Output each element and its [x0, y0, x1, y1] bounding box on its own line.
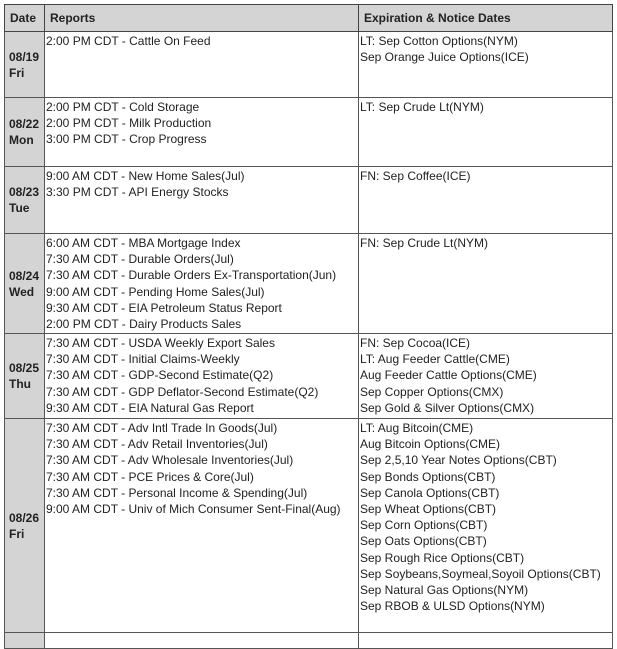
- reports-cell: [45, 419, 359, 633]
- expiration-item: FN: Sep Cocoa(ICE): [360, 336, 471, 350]
- expiration-item: Sep Natural Gas Options(NYM): [360, 583, 529, 598]
- table-row: [5, 167, 613, 234]
- report-item: 2:00 PM CDT - Cold Storage: [46, 100, 200, 114]
- header-date: Date: [5, 5, 45, 32]
- expiration-item: LT: Sep Cotton Options(NYM): [360, 34, 518, 48]
- table-row: [5, 419, 613, 633]
- report-item: 9:00 AM CDT - Univ of Mich Consumer Sent-Final(Aug): [46, 502, 341, 517]
- report-item: 2:00 PM CDT - Dairy Products Sales: [46, 317, 242, 332]
- date-cell: [5, 419, 45, 633]
- report-item: 7:30 AM CDT - Adv Retail Inventories(Jul): [46, 437, 268, 452]
- day-of-week: Thu: [9, 377, 31, 391]
- report-item: 7:30 AM CDT - Initial Claims-Weekly: [46, 352, 240, 367]
- report-item: 7:30 AM CDT - Adv Wholesale Inventories(Jul): [46, 453, 294, 468]
- expiration-item: Sep Corn Options(CBT): [360, 518, 488, 533]
- expiration-item: Sep Rough Rice Options(CBT): [360, 550, 525, 565]
- date-value: 08/19: [9, 49, 40, 64]
- expiration-item: Sep Soybeans,Soymeal,Soyoil Options(CBT): [360, 566, 601, 581]
- report-item: 9:00 AM CDT - Pending Home Sales(Jul): [46, 284, 265, 299]
- expirations-cell: [359, 419, 613, 633]
- table-row-partial: [5, 633, 613, 649]
- date-cell: [5, 334, 45, 419]
- report-item: 7:30 AM CDT - Personal Income & Spending(Jul): [46, 485, 308, 500]
- expiration-item: Sep Copper Options(CMX): [360, 384, 504, 399]
- date-cell: [5, 633, 45, 649]
- day-of-week: Fri: [9, 526, 25, 541]
- day-of-week: Tue: [9, 201, 30, 215]
- reports-cell: [45, 167, 359, 234]
- report-item: 7:30 AM CDT - Durable Orders Ex-Transportation(Jun): [46, 268, 337, 283]
- expiration-item: FN: Sep Crude Lt(NYM): [360, 236, 489, 250]
- report-item: 9:00 AM CDT - New Home Sales(Jul): [46, 169, 245, 183]
- report-item: 7:30 AM CDT - PCE Prices & Core(Jul): [46, 469, 254, 484]
- report-item: 7:30 AM CDT - GDP Deflator-Second Estimate(Q2): [46, 384, 319, 399]
- expirations-cell: [359, 167, 613, 234]
- expiration-item: LT: Sep Crude Lt(NYM): [360, 100, 484, 114]
- date-value: 08/23: [9, 185, 40, 199]
- table-row: [5, 234, 613, 334]
- report-item: 7:30 AM CDT - Durable Orders(Jul): [46, 252, 234, 267]
- date-value: 08/24: [9, 268, 40, 283]
- report-item: 3:00 PM CDT - Crop Progress: [46, 132, 207, 147]
- table-row: [5, 334, 613, 419]
- report-item: 9:30 AM CDT - EIA Petroleum Status Report: [46, 300, 282, 315]
- expirations-cell: [359, 234, 613, 334]
- date-value: 08/22: [9, 117, 40, 131]
- expiration-item: Sep Orange Juice Options(ICE): [360, 50, 529, 65]
- report-item: 2:00 PM CDT - Milk Production: [46, 116, 212, 131]
- reports-cell: [45, 234, 359, 334]
- report-item: 6:00 AM CDT - MBA Mortgage Index: [46, 236, 241, 250]
- expiration-item: Sep Canola Options(CBT): [360, 485, 500, 500]
- expirations-cell: [359, 98, 613, 167]
- header-row: [5, 5, 613, 32]
- date-cell: [5, 234, 45, 334]
- expirations-cell: [359, 633, 613, 649]
- expirations-cell: [359, 32, 613, 98]
- day-of-week: Wed: [9, 284, 35, 299]
- expiration-item: Sep Oats Options(CBT): [360, 534, 487, 549]
- date-cell: [5, 167, 45, 234]
- economic-calendar-table: [4, 4, 613, 649]
- expiration-item: Sep 2,5,10 Year Notes Options(CBT): [360, 453, 557, 468]
- date-cell: [5, 98, 45, 167]
- report-item: 3:30 PM CDT - API Energy Stocks: [46, 185, 229, 200]
- report-item: 9:30 AM CDT - EIA Natural Gas Report: [46, 400, 254, 415]
- expiration-item: Aug Bitcoin Options(CME): [360, 437, 501, 452]
- reports-cell: [45, 633, 359, 649]
- expiration-item: Sep Bonds Options(CBT): [360, 469, 496, 484]
- date-cell: [5, 32, 45, 98]
- reports-cell: [45, 98, 359, 167]
- reports-cell: [45, 334, 359, 419]
- reports-cell: [45, 32, 359, 98]
- expirations-cell: [359, 334, 613, 419]
- day-of-week: Fri: [9, 65, 25, 80]
- date-value: 08/26: [9, 510, 40, 525]
- date-value: 08/25: [9, 361, 40, 375]
- expiration-item: LT: Aug Feeder Cattle(CME): [360, 352, 510, 367]
- expiration-item: Sep RBOB & ULSD Options(NYM): [360, 599, 545, 614]
- report-item: 7:30 AM CDT - USDA Weekly Export Sales: [46, 336, 275, 350]
- header-expiration: Expiration & Notice Dates: [359, 5, 613, 32]
- report-item: 7:30 AM CDT - Adv Intl Trade In Goods(Jul): [46, 421, 278, 435]
- expiration-item: Aug Feeder Cattle Options(CME): [360, 368, 537, 383]
- calendar-table-container: [4, 4, 612, 649]
- expiration-item: Sep Gold & Silver Options(CMX): [360, 400, 535, 415]
- table-row: [5, 98, 613, 167]
- report-item: 2:00 PM CDT - Cattle On Feed: [46, 34, 211, 48]
- expiration-item: LT: Aug Bitcoin(CME): [360, 421, 474, 435]
- header-reports: Reports: [45, 5, 359, 32]
- expiration-item: Sep Wheat Options(CBT): [360, 502, 497, 517]
- expiration-item: FN: Sep Coffee(ICE): [360, 169, 471, 183]
- day-of-week: Mon: [9, 133, 34, 147]
- report-item: 7:30 AM CDT - GDP-Second Estimate(Q2): [46, 368, 274, 383]
- table-row: [5, 32, 613, 98]
